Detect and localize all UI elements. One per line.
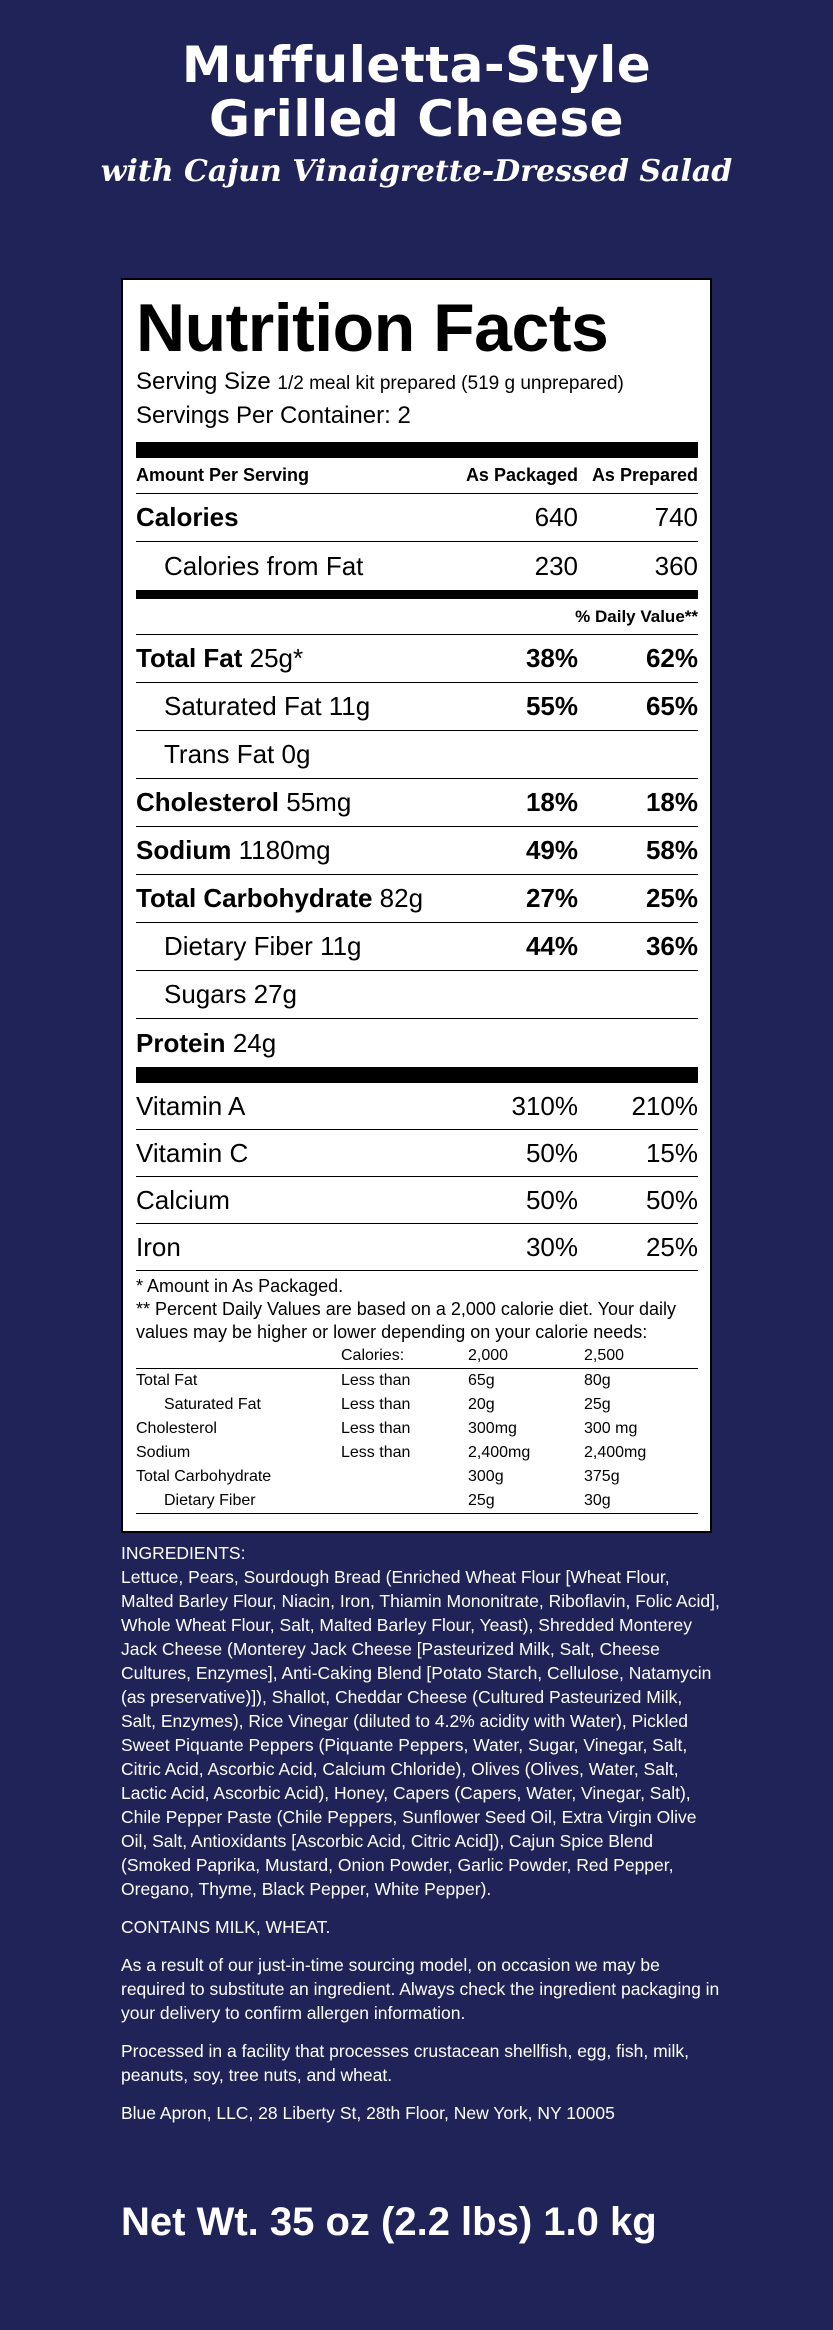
daily-values-table — [136, 1344, 698, 1514]
table-cell: 20g — [468, 1396, 495, 1413]
nutrient-row-dietary-fiber — [136, 923, 698, 971]
nutrient-prepared: 58% — [645, 835, 698, 865]
nutrient-row-total-carbohydrate — [136, 875, 698, 923]
vitamin-packaged: 50% — [525, 1184, 578, 1215]
footnote-packaged: * Amount in As Packaged. — [136, 1276, 344, 1296]
table-row — [136, 1465, 698, 1489]
vitamin-prepared: 50% — [645, 1184, 698, 1215]
nutrition-facts-panel — [121, 278, 712, 1533]
nutrient-label: Saturated Fat — [164, 691, 322, 721]
nutrient-packaged: 18% — [525, 787, 578, 817]
table-cell: 30g — [584, 1489, 698, 1514]
nutrient-prepared: 62% — [645, 643, 698, 673]
nutrient-prepared: 25% — [645, 883, 698, 913]
vitamin-prepared: 25% — [645, 1231, 698, 1262]
col-packaged: As Packaged — [465, 465, 578, 485]
vitamin-label: Vitamin C — [136, 1137, 249, 1168]
nutrient-amount: 1180mg — [238, 835, 331, 865]
nutrient-label: Sodium — [136, 835, 232, 865]
nutrient-label: Protein — [136, 1027, 226, 1058]
nutrition-facts-heading: Nutrition Facts — [136, 290, 609, 366]
net-weight: Net Wt. 35 oz (2.2 lbs) 1.0 kg — [121, 2200, 657, 2244]
facility-statement: Processed in a facility that processes crustacean shellfish, egg, fish, milk, peanuts, soy, tree nuts, and wheat. — [121, 2041, 690, 2085]
serving-size — [136, 366, 698, 400]
nutrient-row-protein — [136, 1019, 698, 1067]
calories-fat-label: Calories from Fat — [164, 550, 364, 581]
nutrient-amount: 24g — [232, 1027, 277, 1058]
serving-size-label: Serving Size — [136, 368, 271, 395]
nutrient-label: Sugars — [164, 979, 247, 1009]
allergen-statement: CONTAINS MILK, WHEAT. — [121, 1917, 331, 1937]
col-prepared: As Prepared — [591, 465, 698, 485]
divider-medium — [136, 590, 698, 599]
table-row — [136, 1417, 698, 1441]
company-address: Blue Apron, LLC, 28 Liberty St, 28th Floor, New York, NY 10005 — [121, 2103, 615, 2123]
nutrient-amount: 0g — [281, 739, 311, 769]
nutrient-label: Total Carbohydrate — [136, 883, 373, 913]
table-cell: 65g — [468, 1372, 495, 1389]
nutrient-amount: 25g* — [249, 643, 304, 673]
table-row — [136, 1489, 698, 1514]
calories-packaged: 640 — [534, 502, 578, 532]
table-cell: Total Fat — [136, 1372, 198, 1389]
divider-thick — [136, 442, 698, 458]
vitamin-packaged: 30% — [525, 1231, 578, 1262]
nutrient-packaged: 44% — [525, 931, 578, 961]
table-cell — [341, 1489, 468, 1514]
vitamin-prepared: 210% — [631, 1090, 698, 1121]
table-cell: Calories: — [341, 1344, 468, 1369]
nutrient-amount: 82g — [379, 883, 424, 913]
servings-per-container: Servings Per Container: 2 — [136, 402, 411, 429]
nutrient-packaged: 55% — [525, 691, 578, 721]
footnotes — [136, 1271, 698, 1344]
calories-fat-packaged: 230 — [534, 550, 578, 581]
calories-from-fat-row — [136, 542, 698, 590]
table-cell: 2,400mg — [584, 1444, 647, 1461]
recipe-title: Muffuletta-Style Grilled Cheese — [181, 36, 652, 148]
table-cell — [136, 1344, 341, 1369]
daily-value-label: % Daily Value** — [575, 606, 698, 626]
vitamin-label: Calcium — [136, 1184, 230, 1215]
vitamin-row-calcium — [136, 1177, 698, 1224]
table-header-row — [136, 1344, 698, 1369]
recipe-subtitle: with Cajun Vinaigrette-Dressed Salad — [100, 154, 733, 189]
nutrient-row-sodium — [136, 827, 698, 875]
table-cell: 2,400mg — [468, 1444, 531, 1461]
table-cell: Saturated Fat — [164, 1396, 261, 1413]
vitamin-row-iron — [136, 1224, 698, 1271]
table-cell: Total Carbohydrate — [136, 1468, 272, 1485]
table-row — [136, 1441, 698, 1465]
calories-prepared: 740 — [654, 502, 698, 532]
nutrient-row-trans-fat — [136, 731, 698, 779]
table-cell: Less than — [341, 1396, 411, 1413]
nutrient-prepared: 36% — [645, 931, 698, 961]
nutrient-label: Dietary Fiber — [164, 931, 313, 961]
table-cell: 25g — [468, 1489, 584, 1514]
nutrient-amount: 27g — [253, 979, 298, 1009]
nutrient-prepared: 65% — [645, 691, 698, 721]
ingredients-label: INGREDIENTS: — [121, 1543, 246, 1563]
table-cell — [341, 1465, 468, 1489]
nutrient-row-sugars — [136, 971, 698, 1019]
vitamin-row-a — [136, 1083, 698, 1130]
table-row — [136, 1369, 698, 1394]
nutrient-row-saturated-fat — [136, 683, 698, 731]
table-cell: Less than — [341, 1444, 411, 1461]
table-cell: Cholesterol — [136, 1420, 217, 1437]
table-cell: Sodium — [136, 1444, 191, 1461]
calories-fat-prepared: 360 — [654, 550, 698, 581]
table-cell: 25g — [584, 1396, 611, 1413]
nutrient-label: Total Fat — [136, 643, 243, 673]
vitamin-prepared: 15% — [645, 1137, 698, 1168]
nutrient-prepared: 18% — [645, 787, 698, 817]
vitamin-row-c — [136, 1130, 698, 1177]
table-cell: 300mg — [468, 1420, 517, 1437]
vitamin-packaged: 310% — [511, 1090, 578, 1121]
table-cell: 2,000 — [468, 1344, 584, 1369]
label-page — [0, 36, 833, 2244]
footnote-daily-values: ** Percent Daily Values are based on a 2,000 calorie diet. Your daily values may be higher or lower depending on your calorie needs: — [136, 1299, 677, 1342]
serving-size-value: 1/2 meal kit prepared (519 g unprepared) — [277, 373, 624, 394]
nutrient-packaged: 27% — [525, 883, 578, 913]
table-cell: 2,500 — [584, 1344, 698, 1369]
column-header-row — [136, 458, 698, 494]
table-row — [136, 1393, 698, 1417]
nutrient-amount: 11g — [320, 931, 362, 961]
nutrient-row-cholesterol — [136, 779, 698, 827]
ingredients-text: Lettuce, Pears, Sourdough Bread (Enriched Wheat Flour [Wheat Flour, Malted Barley Flour, Niacin, Iron, Thiamin Mononitrate, Riboflavin, Folic Acid], Whole Wheat Flour, Salt, Malted Barley Flour, Yeast), Shredded Monterey Jack Cheese (Monterey Jack Cheese [Pasteurized Milk, Salt, Cheese Cultures, Enzymes], Anti-Caking Blend [Potato Starch, Cellulose, Natamycin (as preservative)]), Shallot, Cheddar Cheese (Cultured Pasteurized Milk, Salt, Enzymes), Rice Vinegar (diluted to 4.2% acidity with Water), Pickled Sweet Piquante Peppers (Piquante Peppers, Water, Sugar, Vinegar, Salt, Citric Acid, Ascorbic Acid, Calcium Chloride), Olives (Olives, Water, Salt, Lactic Acid, Ascorbic Acid), Honey, Capers (Capers, Water, Vinegar, Salt), Chile Pepper Paste (Chile Peppers, Sunflower Seed Oil, Extra Virgin Olive Oil, Salt, Antioxidants [Ascorbic Acid, Citric Acid]), Cajun Spice Blend (Smoked Paprika, Mustard, Onion Powder, Garlic Powder, Red Pepper, Oregano, Thyme, Black Pepper, White Pepper). — [121, 1567, 720, 1899]
vitamin-packaged: 50% — [525, 1137, 578, 1168]
calories-row — [136, 494, 698, 542]
calories-label: Calories — [136, 502, 239, 532]
table-cell: Less than — [341, 1372, 411, 1389]
nutrient-packaged: 49% — [525, 835, 578, 865]
nutrient-row-total-fat — [136, 635, 698, 683]
nutrient-amount: 11g — [328, 691, 371, 721]
table-cell: 300 mg — [584, 1420, 638, 1437]
sourcing-statement: As a result of our just-in-time sourcing model, on occasion we may be required to substitute an ingredient. Always check the ingredient packaging in your delivery to confirm allergen information. — [121, 1955, 720, 2023]
table-cell: Dietary Fiber — [136, 1489, 341, 1514]
vitamin-label: Iron — [136, 1231, 181, 1262]
nutrient-packaged: 38% — [525, 643, 578, 673]
table-cell: 300g — [468, 1468, 504, 1485]
daily-value-row — [136, 599, 698, 635]
amount-per-serving: Amount Per Serving — [136, 465, 310, 485]
nutrient-label: Cholesterol — [136, 787, 280, 817]
vitamin-label: Vitamin A — [136, 1090, 246, 1121]
table-cell: Less than — [341, 1420, 411, 1437]
divider-thick — [136, 1067, 698, 1083]
nutrient-amount: 55mg — [286, 787, 352, 817]
ingredients-section — [121, 1541, 721, 2139]
nutrient-label: Trans Fat — [164, 739, 275, 769]
table-cell: 375g — [584, 1468, 620, 1485]
table-cell: 80g — [584, 1372, 611, 1389]
